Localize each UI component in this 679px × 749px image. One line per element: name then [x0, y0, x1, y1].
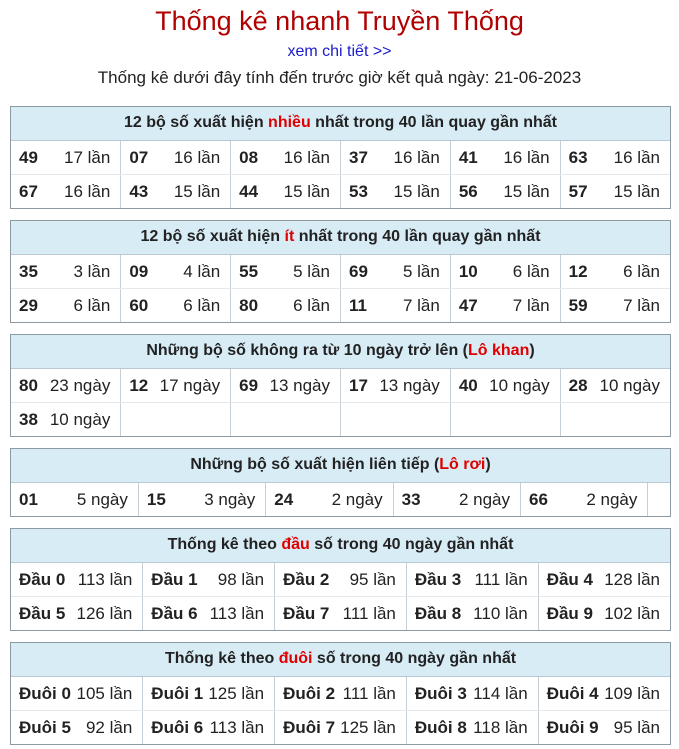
stat-count: 128 lần: [604, 570, 660, 589]
table-row: [11, 483, 670, 516]
stat-count: 23 ngày: [49, 376, 111, 395]
stat-count: 10 ngày: [489, 376, 550, 395]
table-row: [11, 563, 670, 597]
least-frequent-section: [10, 220, 671, 323]
stat-number: Đầu 0: [19, 570, 66, 589]
stat-count: 13 ngày: [379, 376, 440, 395]
stat-number: Đuôi 3: [414, 684, 467, 703]
stat-cell: [406, 563, 538, 597]
stat-number: 59: [568, 296, 588, 315]
detail-link[interactable]: xem chi tiết >>: [287, 43, 392, 60]
stat-cell: [11, 483, 138, 516]
stat-number: Đuôi 0: [19, 684, 71, 703]
most-frequent-section: [10, 106, 671, 209]
stat-number: 41: [458, 148, 478, 167]
stat-count: 7 lần: [402, 296, 440, 315]
stat-number: Đuôi 2: [283, 684, 336, 703]
stat-count: 113 lần: [209, 604, 265, 623]
stat-count: 15 lần: [173, 182, 221, 201]
stat-cell: [121, 289, 231, 323]
stat-cell: [231, 175, 341, 209]
stat-number: 11: [348, 296, 367, 315]
stat-cell: [340, 289, 450, 323]
stat-cell: [406, 597, 538, 631]
stat-count: 7 lần: [623, 296, 660, 315]
section-title: Những bộ số xuất hiện liên tiếp (Lô rơi): [11, 449, 670, 483]
stat-number: 29: [19, 296, 38, 315]
stat-count: 6 lần: [623, 262, 660, 281]
stat-number: Đầu 2: [283, 570, 330, 589]
stat-number: 80: [239, 296, 259, 315]
stat-count: 111 lần: [342, 684, 396, 703]
stat-number: 35: [19, 262, 38, 281]
stat-cell: [275, 677, 407, 711]
stat-number: 66: [529, 490, 548, 509]
stat-count: 16 lần: [283, 148, 330, 167]
stat-count: 15 lần: [393, 182, 440, 201]
stat-number: 44: [239, 182, 259, 201]
stat-count: 118 lần: [473, 718, 528, 737]
stat-count: 105 lần: [76, 684, 133, 703]
stat-number: 15: [146, 490, 166, 509]
stat-cell: [538, 563, 670, 597]
stat-count: 15 lần: [613, 182, 660, 201]
stat-count: 10 ngày: [49, 410, 111, 429]
stat-number: 38: [19, 410, 38, 429]
stat-count: 2 ngày: [331, 490, 383, 509]
stat-cell: [11, 403, 121, 437]
stat-count: 95 lần: [349, 570, 396, 589]
stat-count: 102 lần: [604, 604, 660, 623]
stat-number: 53: [348, 182, 368, 201]
stat-number: 24: [274, 490, 294, 509]
stat-number: Đầu 8: [414, 604, 462, 623]
stat-count: 2 ngày: [586, 490, 638, 509]
page-subtitle: Thống kê dưới đây tính đến trước giờ kết quả ngày: 21-06-2023: [97, 68, 582, 87]
stat-cell: [121, 369, 231, 403]
stat-cell: [11, 369, 121, 403]
stat-cell: [231, 369, 341, 403]
stat-cell: [450, 403, 560, 437]
stat-cell: [521, 483, 648, 516]
dau-section: [10, 528, 671, 631]
stat-number: Đuôi 9: [546, 718, 599, 737]
table-row: [11, 711, 670, 745]
stat-cell: [538, 597, 670, 631]
stat-count: 5 ngày: [76, 490, 128, 509]
stat-cell: [406, 677, 538, 711]
stat-number: 40: [458, 376, 478, 395]
stat-count: 16 lần: [173, 148, 221, 167]
stat-count: 6 lần: [293, 296, 330, 315]
stat-count: 113 lần: [209, 718, 265, 737]
stat-cell: [340, 175, 450, 209]
stat-number: Đuôi 4: [546, 684, 599, 703]
section-title: Những bộ số không ra từ 10 ngày trở lên (Lô khan): [11, 335, 670, 369]
stat-cell: [275, 711, 407, 745]
stat-number: Đuôi 1: [151, 684, 204, 703]
stat-cell: [121, 175, 231, 209]
stat-number: Đuôi 8: [414, 718, 467, 737]
stat-count: 3 ngày: [204, 490, 256, 509]
stats-table: [11, 255, 670, 322]
stat-number: Đầu 3: [414, 570, 462, 589]
stat-number: Đuôi 7: [283, 718, 336, 737]
stat-cell: [11, 175, 121, 209]
stat-count: 16 lần: [613, 148, 660, 167]
stat-number: 01: [19, 490, 38, 509]
stat-count: 95 lần: [613, 718, 660, 737]
stat-count: 16 lần: [503, 148, 550, 167]
stat-count: 110 lần: [473, 604, 528, 623]
table-row: [11, 369, 670, 403]
stat-count: 125 lần: [208, 684, 265, 703]
stat-cell: [121, 255, 231, 289]
stat-cell: [138, 483, 265, 516]
stat-count: 2 ngày: [458, 490, 510, 509]
stat-cell: [143, 597, 275, 631]
stat-cell: [450, 175, 560, 209]
stat-cell: [231, 141, 341, 175]
stat-cell: [143, 563, 275, 597]
stat-cell: [450, 255, 560, 289]
stat-count: 17 lần: [64, 148, 111, 167]
table-row: [11, 403, 670, 437]
stat-count: 4 lần: [183, 262, 221, 281]
section-title: Thống kê theo đầu số trong 40 ngày gần nhất: [11, 529, 670, 563]
stat-number: 67: [19, 182, 38, 201]
stat-number: Đầu 9: [546, 604, 593, 623]
stat-cell: [143, 677, 275, 711]
stat-count: 15 lần: [503, 182, 550, 201]
section-title: Thống kê theo đuôi số trong 40 ngày gần nhất: [11, 643, 670, 677]
stats-table: [11, 563, 670, 630]
stat-cell: [450, 289, 560, 323]
table-row: [11, 175, 670, 209]
stat-number: 12: [568, 262, 588, 281]
lo-khan-section: [10, 334, 671, 437]
lo-roi-section: [10, 448, 671, 517]
stat-cell: [560, 369, 670, 403]
stat-count: 17 ngày: [159, 376, 221, 395]
stat-cell: [11, 597, 143, 631]
stat-cell: [11, 677, 143, 711]
stat-cell: [560, 403, 670, 437]
stat-number: 60: [129, 296, 149, 315]
stat-number: 69: [239, 376, 259, 395]
stat-cell: [275, 597, 407, 631]
stat-cell: [340, 141, 450, 175]
stat-number: 10: [458, 262, 478, 281]
page-title: Thống kê nhanh Truyền Thống: [155, 6, 524, 36]
stat-count: 16 lần: [393, 148, 440, 167]
stat-cell: [560, 289, 670, 323]
stats-table: [11, 483, 670, 516]
stat-count: 98 lần: [217, 570, 265, 589]
stat-count: 111 lần: [474, 570, 528, 589]
stat-number: Đầu 7: [283, 604, 330, 623]
stats-table: [11, 141, 670, 208]
stat-number: 57: [568, 182, 588, 201]
stat-number: 09: [129, 262, 149, 281]
stat-count: 109 lần: [604, 684, 660, 703]
stat-cell: [275, 563, 407, 597]
stat-cell: [340, 403, 450, 437]
table-row: [11, 141, 670, 175]
stat-number: 49: [19, 148, 38, 167]
stat-count: 6 lần: [73, 296, 111, 315]
stat-cell: [450, 141, 560, 175]
stat-cell: [538, 711, 670, 745]
stat-number: Đầu 4: [546, 570, 593, 589]
stat-cell: [560, 175, 670, 209]
stat-number: 55: [239, 262, 259, 281]
stat-count: 125 lần: [340, 718, 396, 737]
stat-number: 47: [458, 296, 478, 315]
stat-cell: [11, 711, 143, 745]
stat-cell: [11, 563, 143, 597]
stat-count: 113 lần: [77, 570, 133, 589]
section-title: 12 bộ số xuất hiện ít nhất trong 40 lần quay gần nhất: [11, 221, 670, 255]
stat-number: 43: [129, 182, 149, 201]
stat-number: 80: [19, 376, 38, 395]
stat-count: 114 lần: [473, 684, 528, 703]
stat-cell: [121, 403, 231, 437]
stat-number: 07: [129, 148, 149, 167]
stat-cell: [538, 677, 670, 711]
stat-count: 5 lần: [293, 262, 330, 281]
table-row: [11, 289, 670, 323]
stat-number: 17: [348, 376, 368, 395]
stat-count: 6 lần: [183, 296, 221, 315]
duoi-section: [10, 642, 671, 745]
table-row: [11, 597, 670, 631]
section-title: 12 bộ số xuất hiện nhiều nhất trong 40 lần quay gần nhất: [11, 107, 670, 141]
stat-number: Đuôi 6: [151, 718, 204, 737]
stat-cell: [11, 255, 121, 289]
stat-cell: [231, 289, 341, 323]
stat-count: 15 lần: [283, 182, 330, 201]
stat-number: 12: [129, 376, 149, 395]
stat-count: 5 lần: [402, 262, 440, 281]
stat-number: 28: [568, 376, 588, 395]
stat-cell: [393, 483, 520, 516]
empty-cell: [648, 483, 670, 516]
stat-number: 56: [458, 182, 478, 201]
stat-cell: [266, 483, 393, 516]
stat-cell: [340, 255, 450, 289]
stat-number: Đầu 5: [19, 604, 66, 623]
stat-count: 13 ngày: [269, 376, 330, 395]
stats-table: [11, 369, 670, 436]
stat-count: 111 lần: [342, 604, 396, 623]
stat-number: 33: [401, 490, 421, 509]
stat-cell: [340, 369, 450, 403]
stat-count: 126 lần: [76, 604, 133, 623]
stat-cell: [231, 403, 341, 437]
stat-count: 3 lần: [73, 262, 111, 281]
stat-cell: [450, 369, 560, 403]
stat-cell: [231, 255, 341, 289]
stat-number: Đầu 6: [151, 604, 198, 623]
stat-cell: [11, 141, 121, 175]
stat-number: 69: [348, 262, 368, 281]
stat-number: 37: [348, 148, 368, 167]
stat-number: Đuôi 5: [19, 718, 71, 737]
stat-number: 63: [568, 148, 588, 167]
stat-cell: [560, 255, 670, 289]
stat-count: 16 lần: [64, 182, 111, 201]
stat-cell: [560, 141, 670, 175]
stat-cell: [121, 141, 231, 175]
stat-count: 10 ngày: [599, 376, 660, 395]
stat-count: 92 lần: [85, 718, 133, 737]
stat-number: 08: [239, 148, 259, 167]
stat-count: 6 lần: [512, 262, 550, 281]
stat-cell: [406, 711, 538, 745]
stat-cell: [143, 711, 275, 745]
stat-count: 7 lần: [512, 296, 550, 315]
table-row: [11, 255, 670, 289]
stat-cell: [11, 289, 121, 323]
stats-table: [11, 677, 670, 744]
table-row: [11, 677, 670, 711]
stat-number: Đầu 1: [151, 570, 198, 589]
